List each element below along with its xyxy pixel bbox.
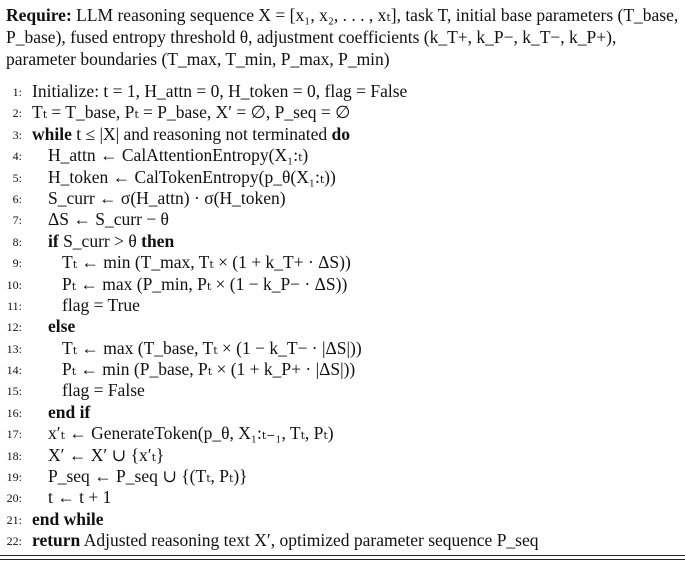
statement: Tₜ ← max (T_base, Tₜ × (1 − k_T− · |ΔS|)) xyxy=(62,337,362,358)
line-number: 4: xyxy=(12,149,22,164)
line-number: 11: xyxy=(7,298,22,313)
line-code xyxy=(32,509,103,530)
algorithm-line xyxy=(0,231,685,252)
statement: Pₜ ← max (P_min, Pₜ × (1 − k_P− · ΔS)) xyxy=(62,273,348,294)
line-number: 12: xyxy=(6,320,22,335)
keyword: then xyxy=(141,230,175,251)
statement: S_curr ← σ(H_attn) · σ(H_token) xyxy=(48,187,286,208)
line-number: 3: xyxy=(12,127,22,142)
line-code xyxy=(62,295,140,316)
line-code xyxy=(48,167,336,188)
algorithm-line xyxy=(0,167,685,188)
line-number: 10: xyxy=(6,277,22,292)
algorithm-line xyxy=(0,487,685,508)
line-number: 2: xyxy=(12,106,22,121)
algorithm-line xyxy=(0,274,685,295)
line-code xyxy=(48,402,90,423)
line-code xyxy=(62,338,362,359)
line-code xyxy=(32,124,350,145)
keyword: if xyxy=(48,230,59,251)
line-number: 9: xyxy=(12,256,22,271)
algorithm-line xyxy=(0,509,685,530)
line-code xyxy=(62,359,355,380)
statement: H_token ← CalTokenEntropy(p_θ(X₁:ₜ)) xyxy=(48,166,336,187)
line-number: 13: xyxy=(6,341,22,356)
line-code xyxy=(62,380,145,401)
line-code xyxy=(48,188,286,209)
line-code xyxy=(32,81,407,102)
bottom-rule-double xyxy=(0,559,685,560)
line-number: 5: xyxy=(12,170,22,185)
algorithm-line xyxy=(0,188,685,209)
line-number: 1: xyxy=(12,85,22,99)
line-code xyxy=(48,231,174,252)
statement: S_curr > θ xyxy=(63,230,137,251)
line-code xyxy=(32,102,350,123)
statement: flag = True xyxy=(62,294,140,315)
bottom-rule xyxy=(0,555,685,556)
line-code xyxy=(48,145,308,166)
algorithm-line xyxy=(0,102,685,123)
line-code xyxy=(32,530,539,551)
line-code xyxy=(48,466,248,487)
line-number: 21: xyxy=(6,512,22,527)
line-number: 22: xyxy=(6,534,22,549)
line-code xyxy=(48,487,111,508)
algorithm-line xyxy=(0,124,685,145)
algorithm-line xyxy=(0,530,685,551)
algorithm-line xyxy=(0,466,685,487)
statement: H_attn ← CalAttentionEntropy(X₁:ₜ) xyxy=(48,145,309,166)
keyword: end if xyxy=(48,401,91,422)
line-number: 15: xyxy=(6,384,22,399)
statement: Tₜ = T_base, Pₜ = P_base, X′ = ∅, P_seq = ∅ xyxy=(32,102,351,123)
line-code xyxy=(62,274,347,295)
line-number: 6: xyxy=(12,191,22,206)
statement: X′ ← X′ ∪ {x′ₜ} xyxy=(48,444,165,465)
keyword: do xyxy=(331,123,350,144)
line-code xyxy=(62,252,351,273)
statement: x′ₜ ← GenerateToken(p_θ, X₁:ₜ₋₁, Tₜ, Pₜ) xyxy=(48,423,334,444)
algorithm-line xyxy=(0,445,685,466)
algorithm-line xyxy=(0,209,685,230)
line-code xyxy=(48,316,75,337)
algorithm-line xyxy=(0,338,685,359)
statement: t ← t + 1 xyxy=(48,487,112,508)
algorithm-line xyxy=(0,252,685,273)
statement: t ≤ |X| and reasoning not terminated xyxy=(76,123,328,144)
algorithm-line xyxy=(0,316,685,337)
require-keyword: Require: xyxy=(6,5,72,25)
line-number: 20: xyxy=(6,491,22,506)
algorithm-line xyxy=(0,145,685,166)
statement: flag = False xyxy=(62,380,145,401)
line-number: 19: xyxy=(6,470,22,485)
statement: Pₜ ← min (P_base, Pₜ × (1 + k_P+ · |ΔS|)) xyxy=(62,359,356,380)
line-number: 8: xyxy=(12,234,22,249)
statement: Initialize: t = 1, H_attn = 0, H_token = 0, flag = False xyxy=(32,81,408,101)
line-number: 7: xyxy=(12,213,22,228)
statement: ΔS ← S_curr − θ xyxy=(48,209,169,230)
keyword: while xyxy=(32,123,72,144)
line-number: 14: xyxy=(6,363,22,378)
line-number: 18: xyxy=(6,448,22,463)
algorithm-line xyxy=(0,81,685,102)
keyword: end while xyxy=(32,508,104,529)
line-number: 17: xyxy=(6,427,22,442)
line-number: 16: xyxy=(6,405,22,420)
algorithm-line xyxy=(0,295,685,316)
line-code xyxy=(48,445,164,466)
algorithm-lines xyxy=(0,81,685,552)
algorithm-line xyxy=(0,402,685,423)
line-code xyxy=(48,423,334,444)
statement: P_seq ← P_seq ∪ {(Tₜ, Pₜ)} xyxy=(48,466,248,487)
algorithm-line xyxy=(0,359,685,380)
algorithm-line xyxy=(0,380,685,401)
line-code xyxy=(48,209,169,230)
require-text: LLM reasoning sequence X = [x₁, x₂, . . . , xₜ], task T, initial base parameters (T_base, P_base), fused entropy threshold θ, adjustment coefficients (k_T+, k_P−, k_T−, k_P+), parameter boundaries (T_max, T_min, P_max, P_min) xyxy=(6,5,679,69)
algorithm-line xyxy=(0,423,685,444)
statement: Adjusted reasoning text X′, optimized parameter sequence P_seq xyxy=(83,530,539,551)
keyword: return xyxy=(32,530,81,551)
require-clause xyxy=(6,4,681,70)
keyword: else xyxy=(48,316,76,337)
statement: Tₜ ← min (T_max, Tₜ × (1 + k_T+ · ΔS)) xyxy=(62,252,351,273)
